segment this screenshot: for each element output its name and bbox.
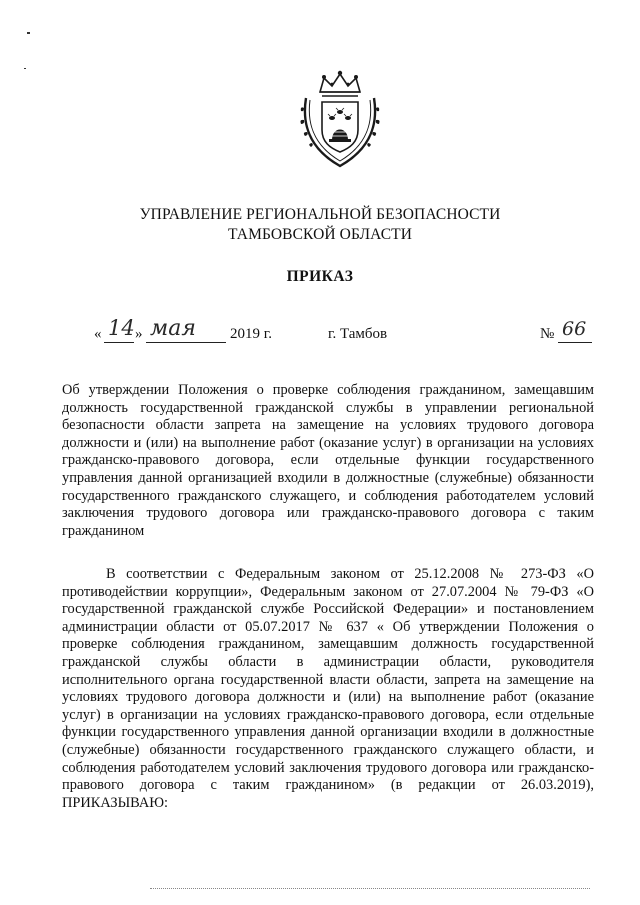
document-type-title: ПРИКАЗ [286, 268, 354, 285]
year: 2019 г. [230, 326, 272, 342]
month-handwritten: мая [150, 316, 196, 341]
page-footer-divider [150, 888, 590, 890]
order-body [62, 566, 594, 812]
number-handwritten: 66 [562, 318, 587, 340]
month-underline [146, 342, 226, 343]
body-paragraph: В соответствии с Федеральным законом от 25.12.2008 № 273-ФЗ «О противодействии коррупции», Федеральным законом от 27.07.2004 № 79-ФЗ «О государственной гражданской службе Российской Федерации» и постановлением администрации области от 05.07.2017 № 637 « Об утверждении Положения о проверке соблюдения гражданином, замещавшим должность государственной гражданской службы области в администрации области, руководителя исполнительного органа государственной власти области, запрета на замещение на условиях трудового договора должности и (или) на выполнение работ (оказание услуг) в организации на условиях гражданско-правового договора, если отдельные функции государственного управления данной организации входили в должностные (служебные) обязанности государственного гражданского служащего области, и соблюдения работодателем условий заключения трудового договора или гражданско-правового договора с таким гражданином» (в редакции от 26.03.2019), ПРИКАЗЫВАЮ: [62, 566, 594, 811]
order-subject: Об утверждении Положения о проверке соблюдения гражданином, замещавшим должность государственной гражданской службы в управлении региональной безопасности области запрета на замещение на условиях трудового договора должности и (или) на выполнение работ (оказание услуг) в организации на условиях гражданско-правового договора, если отдельные функции государственного управления данной организацией входили в должностные (служебные) обязанности государственного гражданского служащего, и соблюдения работодателем условий заключения трудового договора или гражданско-правового договора с таким гражданином [62, 382, 594, 539]
city: г. Тамбов [328, 326, 388, 342]
scan-speck [24, 68, 26, 69]
tambov-coat-of-arms-icon [298, 68, 382, 170]
day-handwritten: 14 [108, 316, 135, 340]
organization-name-line-2: ТАМБОВСКОЙ ОБЛАСТИ [228, 226, 412, 243]
number-label: № [540, 326, 555, 342]
organization-name-line-1: УПРАВЛЕНИЕ РЕГИОНАЛЬНОЙ БЕЗОПАСНОСТИ [139, 206, 501, 223]
day-underline [104, 342, 134, 343]
scan-speck [27, 32, 30, 34]
number-underline [558, 342, 592, 343]
quote-close: » [135, 326, 143, 342]
quote-open: « [94, 326, 102, 342]
